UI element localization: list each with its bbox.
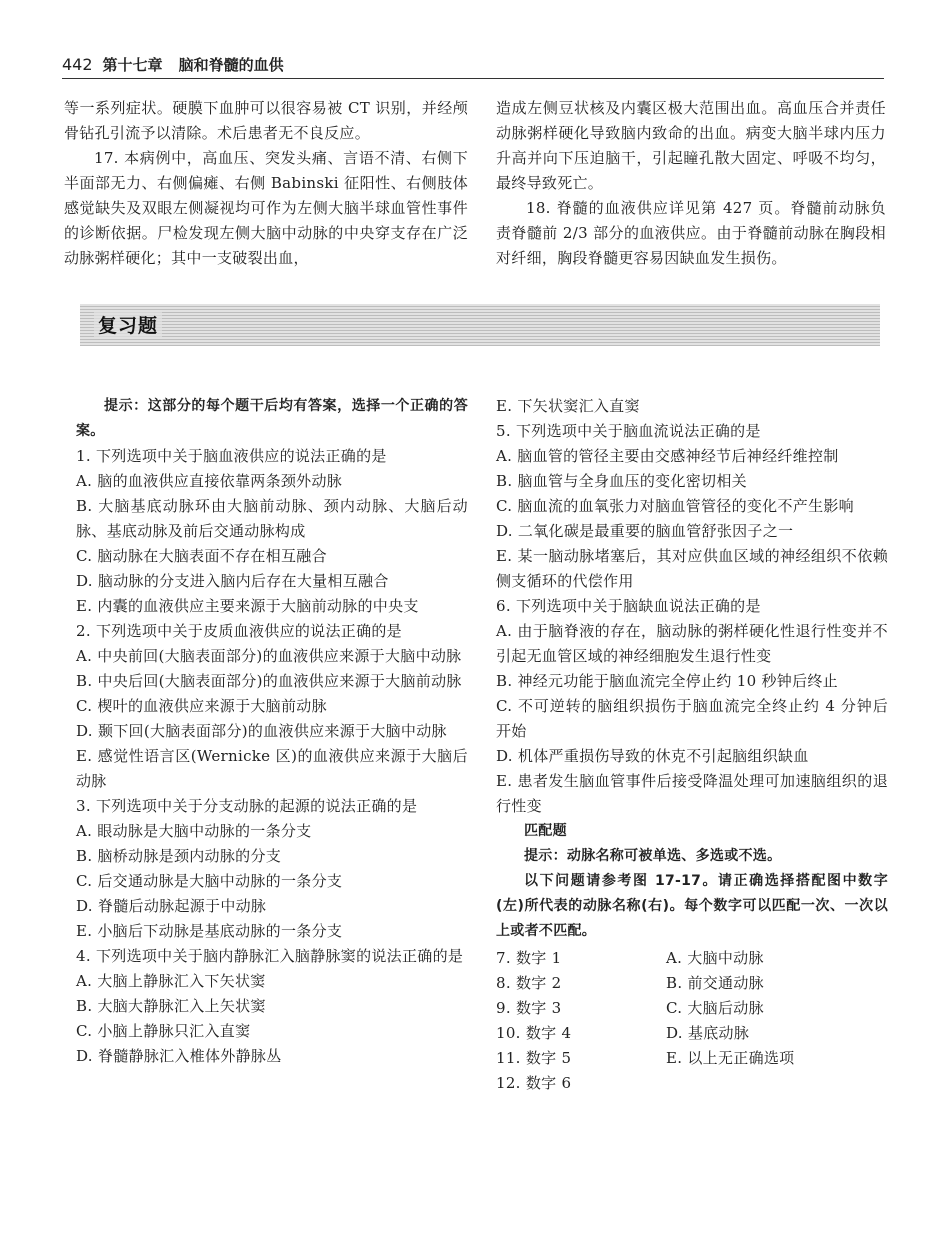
match-artery: E. 以上无正确选项 [666,1049,795,1067]
question-stem: 5. 下列选项中关于脑血流说法正确的是 [496,422,761,440]
option: C. 脑血流的血氧张力对脑血管管径的变化不产生影响 [496,497,854,515]
match-artery: C. 大脑后动脉 [666,999,764,1017]
option: C. 楔叶的血液供应来源于大脑前动脉 [76,697,327,715]
match-number: 7. 数字 1 [496,949,562,967]
matching-table [496,946,888,1096]
option: A. 由于脑脊液的存在，脑动脉的粥样硬化性退行性变并不引起无血管区域的神经细胞发生退行性变 [496,622,888,665]
paragraph-17: 17. 本病例中，高血压、突发头痛、言语不清、右侧下半面部无力、右侧偏瘫、右侧 Babinski 征阳性、右侧肢体感觉缺失及双眼左侧凝视均可作为左侧大脑半球血管性事件的诊断依据。尸检发现左侧大脑中动脉的中央穿支存在广泛动脉粥样硬化；其中一支破裂出血， [64,149,468,267]
matching-title: 匹配题 [524,823,567,839]
questions-left-column [76,394,468,1069]
option: D. 脊髓后动脉起源于中动脉 [76,897,267,915]
match-number: 8. 数字 2 [496,974,562,992]
option: D. 机体严重损伤导致的休克不引起脑组织缺血 [496,747,809,765]
option: B. 神经元功能于脑血流完全停止约 10 秒钟后终止 [496,672,838,690]
question-stem: 1. 下列选项中关于脑血液供应的说法正确的是 [76,447,387,465]
option: E. 下矢状窦汇入直窦 [496,397,640,415]
paragraph: 等一系列症状。硬膜下血肿可以很容易被 CT 识别，并经颅骨钻孔引流予以清除。术后患者无不良反应。 [64,99,468,142]
section-title: 复习题 [94,311,162,338]
match-number: 9. 数字 3 [496,999,562,1017]
option: B. 大脑大静脉汇入上矢状窦 [76,997,266,1015]
option: D. 脑动脉的分支进入脑内后存在大量相互融合 [76,572,389,590]
option: A. 脑的血液供应直接依靠两条颈外动脉 [76,472,343,490]
page-header [62,54,884,79]
question-stem: 6. 下列选项中关于脑缺血说法正确的是 [496,597,761,615]
option: B. 大脑基底动脉环由大脑前动脉、颈内动脉、大脑后动脉、基底动脉及前后交通动脉构成 [76,497,468,540]
option: C. 小脑上静脉只汇入直窦 [76,1022,251,1040]
option: A. 眼动脉是大脑中动脉的一条分支 [76,822,312,840]
option: D. 二氧化碳是最重要的脑血管舒张因子之一 [496,522,794,540]
paragraph: 造成左侧豆状核及内囊区极大范围出血。高血压合并责任动脉粥样硬化导致脑内致命的出血。病变大脑半球内压力升高并向下压迫脑干，引起瞳孔散大固定、呼吸不均匀，最终导致死亡。 [496,99,886,192]
question-stem: 4. 下列选项中关于脑内静脉汇入脑静脉窦的说法正确的是 [76,947,464,965]
paragraph-18: 18. 脊髓的血液供应详见第 427 页。脊髓前动脉负责脊髓前 2/3 部分的血液供应。由于脊髓前动脉在胸段相对纤细，胸段脊髓更容易因缺血发生损伤。 [496,199,886,267]
option: E. 内囊的血液供应主要来源于大脑前动脉的中央支 [76,597,419,615]
option: A. 中央前回(大脑表面部分)的血液供应来源于大脑中动脉 [76,647,462,665]
section-banner [80,304,880,346]
option: B. 脑桥动脉是颈内动脉的分支 [76,847,282,865]
option: D. 颞下回(大脑表面部分)的血液供应来源于大脑中动脉 [76,722,447,740]
match-artery: A. 大脑中动脉 [666,949,764,967]
option: E. 小脑后下动脉是基底动脉的一条分支 [76,922,343,940]
option: A. 脑血管的管径主要由交感神经节后神经纤维控制 [496,447,839,465]
question-stem: 3. 下列选项中关于分支动脉的起源的说法正确的是 [76,797,418,815]
option: B. 中央后回(大脑表面部分)的血液供应来源于大脑前动脉 [76,672,462,690]
questions-right-column [496,394,888,1096]
instruction-hint: 提示：这部分的每个题干后均有答案，选择一个正确的答案。 [76,398,468,439]
option: E. 患者发生脑血管事件后接受降温处理可加速脑组织的退行性变 [496,772,888,815]
match-number: 10. 数字 4 [496,1024,572,1042]
option: D. 脊髓静脉汇入椎体外静脉丛 [76,1047,282,1065]
match-number: 11. 数字 5 [496,1049,572,1067]
option: E. 感觉性语言区(Wernicke 区)的血液供应来源于大脑后动脉 [76,747,468,790]
matching-instruction: 以下问题请参考图 17-17。请正确选择搭配图中数字(左)所代表的动脉名称(右)。每个数字可以匹配一次、一次以上或者不匹配。 [496,873,888,939]
option: C. 脑动脉在大脑表面不存在相互融合 [76,547,327,565]
match-artery: B. 前交通动脉 [666,974,764,992]
question-stem: 2. 下列选项中关于皮质血液供应的说法正确的是 [76,622,402,640]
option: A. 大脑上静脉汇入下矢状窦 [76,972,266,990]
top-left-column [64,96,468,271]
option: B. 脑血管与全身血压的变化密切相关 [496,472,747,490]
match-number: 12. 数字 6 [496,1074,572,1092]
chapter-title: 脑和脊髓的血供 [178,56,284,74]
page-number: 442 [62,55,93,74]
option: C. 后交通动脉是大脑中动脉的一条分支 [76,872,343,890]
option: C. 不可逆转的脑组织损伤于脑血流完全终止约 4 分钟后开始 [496,697,888,740]
chapter-label: 第十七章 [102,56,163,74]
top-right-column [496,96,886,271]
matching-hint: 提示：动脉名称可被单选、多选或不选。 [524,848,782,864]
option: E. 某一脑动脉堵塞后，其对应供血区域的神经组织不依赖侧支循环的代偿作用 [496,547,888,590]
match-artery: D. 基底动脉 [666,1024,750,1042]
